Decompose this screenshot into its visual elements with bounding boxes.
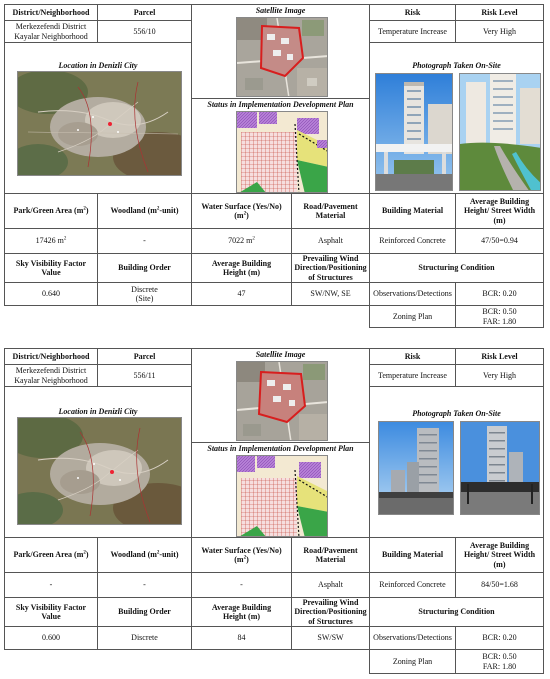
water-header-end: ) — [246, 555, 249, 564]
structuring-header-text: Structuring Condition — [418, 607, 495, 617]
zoning-value — [455, 305, 544, 328]
water-value-number: 7022 m — [228, 236, 253, 246]
material-value — [369, 572, 456, 598]
order-value — [97, 282, 192, 306]
risk-value-text: Temperature Increase — [378, 370, 447, 380]
risk-header-text: Risk — [404, 7, 421, 17]
water-header-unit: (m — [234, 211, 244, 220]
height-header-line-1: Average Building — [211, 602, 272, 612]
district-line-2: Kayalar Neighborhood — [14, 375, 88, 385]
park-value-text — [36, 236, 67, 245]
risk-level-value — [455, 364, 544, 387]
parcel-sheet-556-10 — [4, 4, 544, 328]
woodland-header-text — [110, 206, 178, 215]
svf-header-line-1: Sky Visibility Factor — [15, 258, 87, 268]
svf-header-line-2: Value — [41, 612, 61, 621]
parcel-value-text: 556/10 — [133, 26, 156, 36]
zoning-value — [455, 649, 544, 674]
risk-level-header-text: Risk Level — [481, 7, 518, 17]
order-header — [97, 253, 192, 283]
order-value-line-2: (Site) — [135, 294, 154, 303]
woodland-value-text: - — [143, 580, 146, 590]
svf-header — [4, 253, 98, 283]
zoning-label — [369, 305, 456, 328]
park-value-text — [50, 580, 53, 589]
order-header — [97, 597, 192, 627]
park-header-label: Park/Green Area (m — [13, 206, 84, 216]
ratio-header-line-3: (m) — [493, 215, 506, 225]
risk-value — [369, 364, 456, 387]
photo-cell — [369, 42, 544, 194]
parcel-sheet-556-11 — [4, 348, 544, 674]
wind-value-text: SW/NW, SE — [310, 289, 351, 299]
woodland-header-sup: 2 — [156, 550, 160, 556]
svf-value-text: 0.600 — [42, 633, 60, 643]
park-value-number: 17426 m — [35, 236, 64, 246]
park-header-text — [13, 550, 88, 559]
location-map-image — [17, 417, 182, 525]
ratio-header — [455, 193, 544, 229]
water-value — [191, 228, 292, 254]
road-header-line-1: Road/Pavement — [303, 201, 358, 211]
wind-value — [291, 626, 370, 650]
water-value-text — [240, 580, 243, 589]
zoning-far-text: FAR: 1.80 — [482, 316, 517, 326]
park-value — [4, 572, 98, 598]
zoning-label-text: Zoning Plan — [392, 311, 433, 321]
risk-level-header — [455, 348, 544, 365]
park-header-text — [13, 206, 88, 215]
wind-header-line-3: of Structures — [308, 272, 353, 282]
road-header — [291, 537, 370, 573]
site-photo-2 — [460, 421, 540, 515]
risk-header-text: Risk — [404, 351, 421, 361]
ratio-header — [455, 537, 544, 573]
risk-level-value — [455, 20, 544, 43]
parcel-header-text: Parcel — [133, 7, 156, 17]
water-value — [191, 572, 292, 598]
woodland-header-label: Woodland (m — [110, 550, 157, 560]
park-value — [4, 228, 98, 254]
zoning-label-text: Zoning Plan — [392, 656, 433, 666]
plan-image — [236, 455, 328, 537]
zoning-far-text: FAR: 1.80 — [482, 661, 517, 671]
district-header — [4, 348, 98, 365]
water-value-text — [228, 236, 255, 245]
water-header-sup: 2 — [243, 211, 247, 217]
park-header — [4, 193, 98, 229]
ratio-value-text: 84/50=1.68 — [481, 580, 518, 590]
parcel-value — [97, 20, 192, 43]
observations-value — [455, 626, 544, 650]
district-value — [4, 364, 98, 387]
wind-header-line-1: Prevailing Wind — [302, 254, 359, 264]
wind-value — [291, 282, 370, 306]
height-header-line-2: Height (m) — [222, 268, 261, 277]
observations-label — [369, 626, 456, 650]
parcel-header-text: Parcel — [133, 351, 156, 361]
photo-caption: Photograph Taken On-Site — [412, 61, 501, 70]
road-header-line-2: Material — [315, 555, 346, 564]
plan-caption: Status in Implementation Development Plan — [207, 100, 354, 109]
site-photo-1 — [378, 421, 454, 515]
risk-level-header-text: Risk Level — [481, 351, 518, 361]
svf-header — [4, 597, 98, 627]
photo-caption: Photograph Taken On-Site — [412, 409, 501, 418]
water-value-sup: 2 — [252, 236, 255, 242]
height-header-line-1: Average Building — [211, 258, 272, 268]
structuring-header — [369, 597, 544, 627]
wind-value-text: SW/SW — [317, 633, 344, 643]
order-header-text: Building Order — [118, 263, 171, 273]
woodland-header-sup: 2 — [156, 206, 160, 212]
height-value — [191, 626, 292, 650]
risk-level-value-text: Very High — [482, 370, 517, 380]
location-caption: Location in Denizli City — [58, 407, 138, 416]
satellite-cell — [191, 348, 370, 443]
zoning-bcr-text: BCR: 0.50 — [482, 652, 517, 662]
observations-value — [455, 282, 544, 306]
risk-level-header — [455, 4, 544, 21]
woodland-header — [97, 537, 192, 573]
park-header-label: Park/Green Area (m — [13, 550, 84, 560]
water-header-sup: 2 — [243, 555, 247, 561]
height-value-text: 84 — [237, 633, 246, 643]
water-header — [191, 537, 292, 573]
parcel-value-text: 556/11 — [133, 370, 156, 380]
location-cell — [4, 386, 192, 538]
risk-header — [369, 348, 456, 365]
ratio-value-text: 47/50=0.94 — [481, 236, 518, 246]
satellite-caption: Satellite Image — [255, 350, 306, 359]
satellite-cell — [191, 4, 370, 99]
road-header-line-1: Road/Pavement — [303, 545, 358, 555]
risk-header — [369, 4, 456, 21]
site-photo-2 — [459, 73, 541, 191]
satellite-caption: Satellite Image — [255, 6, 306, 15]
district-line-2: Kayalar Neighborhood — [14, 31, 88, 41]
observations-label-text: Observations/Detections — [373, 289, 452, 299]
svf-value — [4, 282, 98, 306]
ratio-header-line-2: Height/ Street Width — [463, 550, 536, 560]
satellite-image — [236, 361, 328, 441]
district-header-text: District/Neighborhood — [12, 7, 90, 17]
water-header-line-1: Water Surface (Yes/No) — [201, 201, 282, 211]
plan-image — [236, 111, 328, 193]
woodland-header-label: Woodland (m — [110, 206, 157, 216]
location-cell — [4, 42, 192, 194]
district-header-text: District/Neighborhood — [12, 351, 90, 361]
park-header-end: ) — [85, 550, 89, 560]
risk-value — [369, 20, 456, 43]
height-header — [191, 597, 292, 627]
material-header-text: Building Material — [381, 206, 444, 216]
order-value-line-1: Discrete — [131, 284, 158, 294]
svf-value — [4, 626, 98, 650]
zoning-label — [369, 649, 456, 674]
woodland-value — [97, 228, 192, 254]
parcel-header — [97, 348, 192, 365]
svf-header-line-2: Value — [41, 268, 61, 277]
woodland-header-text — [110, 550, 178, 559]
woodland-value — [97, 572, 192, 598]
risk-level-value-text: Very High — [482, 26, 517, 36]
road-value — [291, 228, 370, 254]
park-header — [4, 537, 98, 573]
structuring-header — [369, 253, 544, 283]
material-value-text: Reinforced Concrete — [379, 236, 446, 246]
ratio-header-line-3: (m) — [493, 559, 506, 569]
observations-bcr-text: BCR: 0.20 — [482, 289, 517, 299]
height-header — [191, 253, 292, 283]
wind-header — [291, 253, 370, 283]
ratio-value — [455, 228, 544, 254]
material-header — [369, 193, 456, 229]
material-value — [369, 228, 456, 254]
wind-header-line-3: of Structures — [308, 616, 353, 626]
park-value-number: - — [49, 580, 53, 590]
district-line-1: Merkezefendi District — [15, 22, 87, 32]
park-header-sup: 2 — [83, 550, 86, 556]
material-header — [369, 537, 456, 573]
observations-label-text: Observations/Detections — [373, 633, 452, 643]
order-header-text: Building Order — [118, 607, 171, 617]
svf-header-line-1: Sky Visibility Factor — [15, 602, 87, 612]
wind-header — [291, 597, 370, 627]
water-header-line-1: Water Surface (Yes/No) — [201, 545, 282, 555]
parcel-value — [97, 364, 192, 387]
ratio-header-line-1: Average Building — [469, 197, 530, 207]
photo-cell — [369, 386, 544, 538]
order-value — [97, 626, 192, 650]
ratio-value — [455, 572, 544, 598]
location-map-image — [17, 71, 182, 176]
wind-header-line-1: Prevailing Wind — [302, 598, 359, 608]
woodland-value-text: - — [143, 236, 146, 246]
svf-value-text: 0.640 — [42, 289, 60, 299]
site-photo-1 — [375, 73, 453, 191]
park-header-end: ) — [85, 206, 89, 216]
water-header-end: ) — [246, 211, 249, 220]
parcel-header — [97, 4, 192, 21]
water-header-line-2 — [234, 211, 249, 220]
observations-bcr-text: BCR: 0.20 — [482, 633, 517, 643]
wind-header-line-2: Direction/Positioning — [294, 607, 367, 617]
location-caption: Location in Denizli City — [58, 61, 138, 70]
road-header — [291, 193, 370, 229]
wind-header-line-2: Direction/Positioning — [294, 263, 367, 273]
road-header-line-2: Material — [315, 211, 346, 220]
road-value-text: Asphalt — [318, 236, 343, 246]
road-value-text: Asphalt — [318, 580, 343, 590]
district-header — [4, 4, 98, 21]
woodland-header-end: -unit) — [159, 550, 179, 560]
road-value — [291, 572, 370, 598]
plan-cell — [191, 98, 370, 194]
order-value-text: Discrete — [131, 633, 158, 643]
water-header-unit: (m — [234, 555, 244, 564]
plan-cell — [191, 442, 370, 538]
plan-caption: Status in Implementation Development Plan — [207, 444, 354, 453]
height-header-line-2: Height (m) — [222, 612, 261, 621]
woodland-header — [97, 193, 192, 229]
height-value — [191, 282, 292, 306]
satellite-image — [236, 17, 328, 97]
observations-label — [369, 282, 456, 306]
risk-value-text: Temperature Increase — [378, 26, 447, 36]
structuring-header-text: Structuring Condition — [418, 263, 495, 273]
woodland-header-end: -unit) — [159, 206, 179, 216]
height-value-text: 47 — [237, 289, 246, 299]
material-value-text: Reinforced Concrete — [379, 580, 446, 590]
ratio-header-line-1: Average Building — [469, 541, 530, 551]
water-header-line-2 — [234, 555, 249, 564]
water-header — [191, 193, 292, 229]
district-line-1: Merkezefendi District — [15, 366, 87, 376]
park-header-sup: 2 — [83, 206, 86, 212]
ratio-header-line-2: Height/ Street Width — [463, 206, 536, 216]
water-value-number: - — [240, 580, 243, 590]
district-value — [4, 20, 98, 43]
material-header-text: Building Material — [381, 550, 444, 560]
park-value-sup: 2 — [63, 236, 67, 242]
zoning-bcr-text: BCR: 0.50 — [482, 307, 517, 317]
